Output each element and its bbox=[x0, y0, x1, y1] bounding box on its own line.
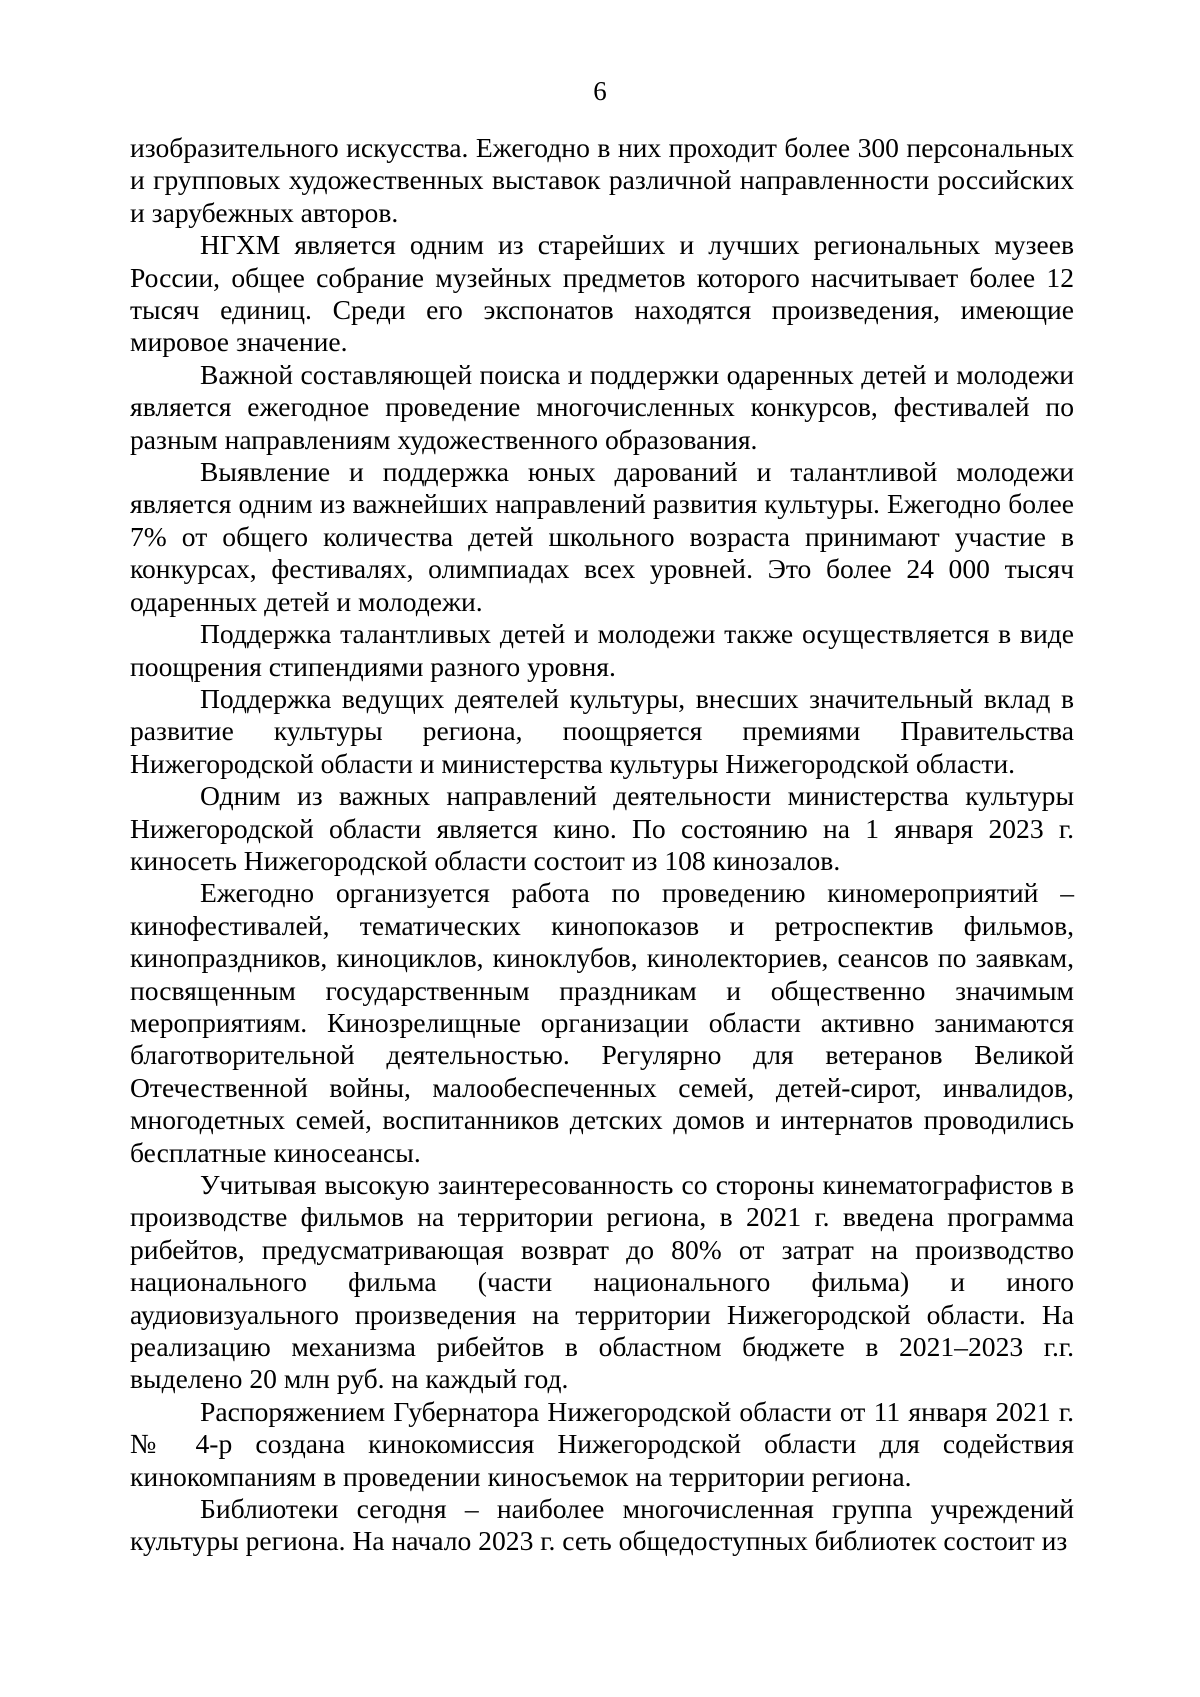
page-body bbox=[130, 132, 1074, 1558]
page-number: 6 bbox=[593, 76, 607, 106]
paragraph-young-talents: Выявление и поддержка юных дарований и талантливой молодежи является одним из важнейших направлений развития культуры. Ежегодно более 7% от общего количества детей школьного возраста принимают участие в конкурсах, фестивалях, олимпиадах всех уровней. Это более 24 000 тысяч одаренных детей и молодежи. bbox=[130, 456, 1074, 617]
paragraph-contests: Важной составляющей поиска и поддержки одаренных детей и молодежи является ежегодное проведение многочисленных конкурсов, фестивалей по разным направлениям художественного образования. bbox=[130, 358, 1074, 455]
paragraph-cinema: Одним из важных направлений деятельности министерства культуры Нижегородской области является кино. По состоянию на 1 января 2023 г. киносеть Нижегородской области состоит из 108 кинозалов. bbox=[130, 780, 1074, 876]
paragraph-film-commission: Распоряжением Губернатора Нижегородской области от 11 января 2021 г. № 4-р создана кинокомиссия Нижегородской области для содействия кинокомпаниям в проведении киносъемок на территории региона. bbox=[130, 1395, 1074, 1492]
paragraph-awards: Поддержка ведущих деятелей культуры, внесших значительный вклад в развитие культуры региона, поощряется премиями Правительства Нижегородской области и министерства культуры Нижегородской области. bbox=[130, 682, 1074, 779]
paragraph-continuation: изобразительного искусства. Ежегодно в них проходит более 300 персональных и групповых художественных выставок различной направленности российских и зарубежных авторов. bbox=[130, 132, 1074, 228]
paragraph-libraries: Библиотеки сегодня – наиболее многочисленная группа учреждений культуры региона. На начало 2023 г. сеть общедоступных библиотек состоит из bbox=[130, 1493, 1074, 1557]
paragraph-rebates: Учитывая высокую заинтересованность со стороны кинематографистов в производстве фильмов на территории региона, в 2021 г. введена программа рибейтов, предусматривающая возврат до 80% от затрат на производство национального фильма (части национального фильма) и иного аудиовизуального произведения на территории Нижегородской области. На реализацию механизма рибейтов в областном бюджете в 2021–2023 г.г. выделено 20 млн руб. на каждый год. bbox=[130, 1169, 1074, 1395]
paragraph-scholarships: Поддержка талантливых детей и молодежи также осуществляется в виде поощрения стипендиями разного уровня. bbox=[130, 618, 1074, 682]
paragraph-ngkhm: НГХМ является одним из старейших и лучших региональных музеев России, общее собрание музейных предметов которого насчитывает более 12 тысяч единиц. Среди его экспонатов находятся произведения, имеющие мировое значение. bbox=[130, 229, 1074, 358]
paragraph-film-events: Ежегодно организуется работа по проведению киномероприятий – кинофестивалей, тематических кинопоказов и ретроспектив фильмов, кинопраздников, киноциклов, киноклубов, кинолекториев, сеансов по заявкам, посвященным государственным праздникам и общественно значимым мероприятиям. Кинозрелищные организации области активно занимаются благотворительной деятельностью. Регулярно для ветеранов Великой Отечественной войны, малообеспеченных семей, детей-сирот, инвалидов, многодетных семей, воспитанников детских домов и интернатов проводились бесплатные киносеансы. bbox=[130, 877, 1074, 1168]
